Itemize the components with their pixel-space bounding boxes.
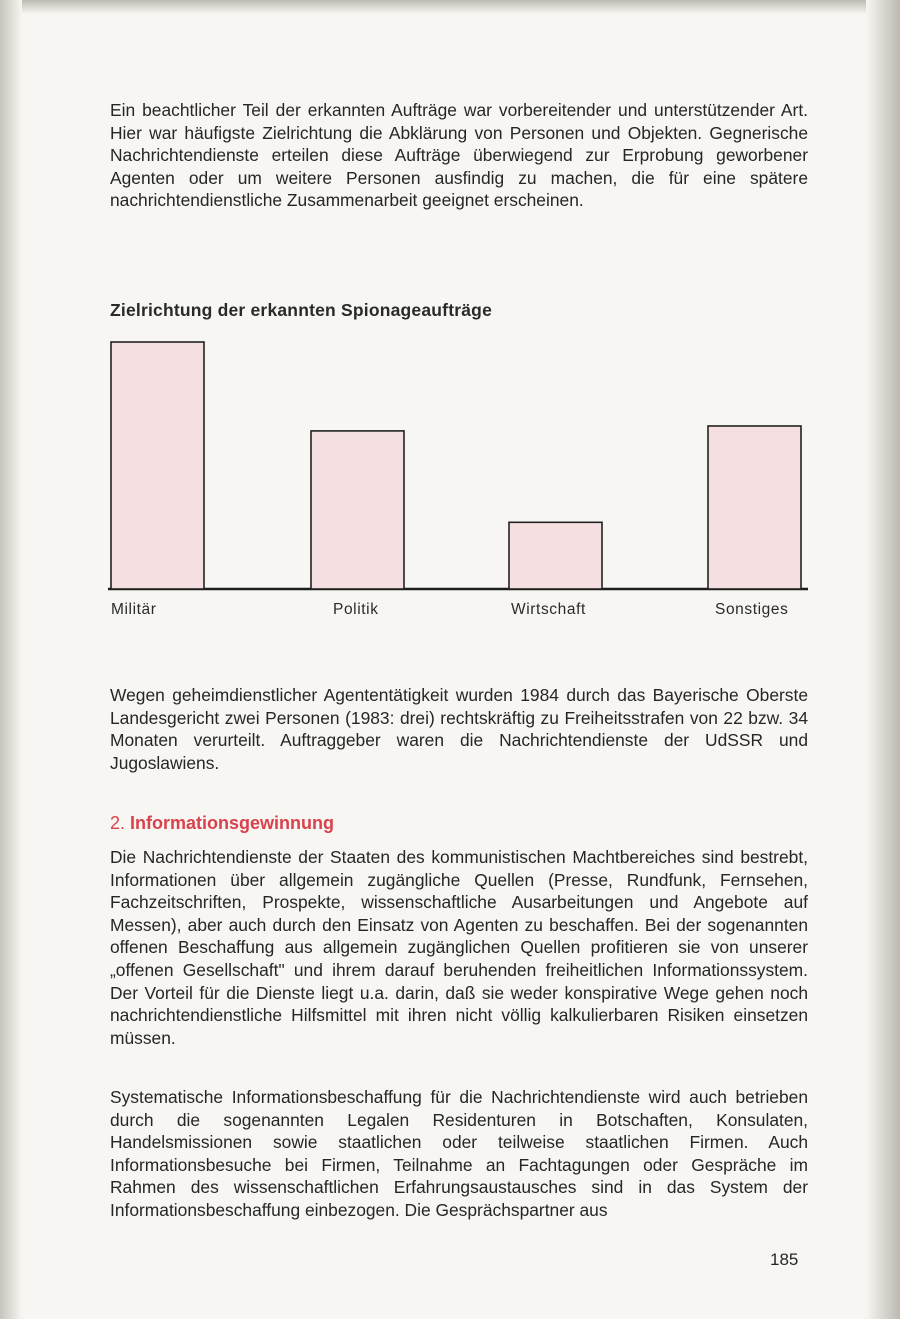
bar-politik xyxy=(311,431,404,589)
section-number: 2. xyxy=(110,813,126,833)
chart-title: Zielrichtung der erkannten Spionageaufträge xyxy=(110,300,492,320)
section-heading xyxy=(110,813,334,834)
bar-militär xyxy=(111,342,204,589)
category-label-sonstiges: Sonstiges xyxy=(715,601,789,618)
bar-sonstiges xyxy=(708,426,801,589)
paragraph-systematic-gathering: Systematische Informationsbeschaffung für die Nachrichtendienste wird auch betrieben durch die sogenannten Legalen Residenturen in Botschaften, Konsulaten, Handelsmissionen sowie staatlichen oder teilweise staatlichen Firmen. Auch Informationsbesuche bei Firmen, Teilnahme an Fachtagungen oder Gespräche im Rahmen des wissenschaftlichen Erfahrungsaustausches sind in das System der Informationsbeschaffung einbezogen. Die Gesprächspartner aus xyxy=(110,1087,808,1220)
category-label-wirtschaft: Wirtschaft xyxy=(511,601,586,618)
category-label-politik: Politik xyxy=(333,601,379,618)
category-label-militär: Militär xyxy=(111,601,157,618)
section-title: Informationsgewinnung xyxy=(130,813,335,833)
paragraph-intro: Ein beachtlicher Teil der erkannten Aufträge war vorbereitender und unterstützender Art. Hier war häufigste Zielrichtung die Abklärung von Personen und Objekten. Gegnerische Nachrichtendienste erteilen diese Aufträge überwiegend zur Erprobung geworbener Agenten oder um weitere Personen ausfindig zu machen, die für eine spätere nachrichtendienstliche Zusammenarbeit geeignet erscheinen. xyxy=(110,100,808,211)
page-number: 185 xyxy=(770,1250,799,1269)
paragraph-information-gathering: Die Nachrichtendienste der Staaten des kommunistischen Machtbereiches sind bestrebt, Informationen über allgemein zugängliche Quellen (Presse, Rundfunk, Fernsehen, Fachzeitschriften, Prospekte, wissenschaftliche Ausarbeitungen und Angebote auf Messen), aber auch durch den Einsatz von Agenten zu beschaffen. Bei der sogenannten offenen Beschaffung aus allgemein zugänglichen Quellen profitieren sie von unserer „offenen Gesellschaft" und ihrem darauf beruhenden freiheitlichen Informationssystem. Der Vorteil für die Dienste liegt u.a. darin, daß sie weder konspirative Wege gehen noch nachrichtendienstliche Hilfsmittel mit ihren nicht völlig kalkulierbaren Risiken einsetzen müssen. xyxy=(110,847,808,1048)
bar-wirtschaft xyxy=(509,522,602,589)
paragraph-verdicts: Wegen geheimdienstlicher Agententätigkeit wurden 1984 durch das Bayerische Oberste Landesgericht zwei Personen (1983: drei) rechtskräftig zu Freiheitsstrafen von 22 bzw. 34 Monaten verurteilt. Auftraggeber waren die Nachrichtendienste der UdSSR und Jugoslawiens. xyxy=(110,685,808,773)
